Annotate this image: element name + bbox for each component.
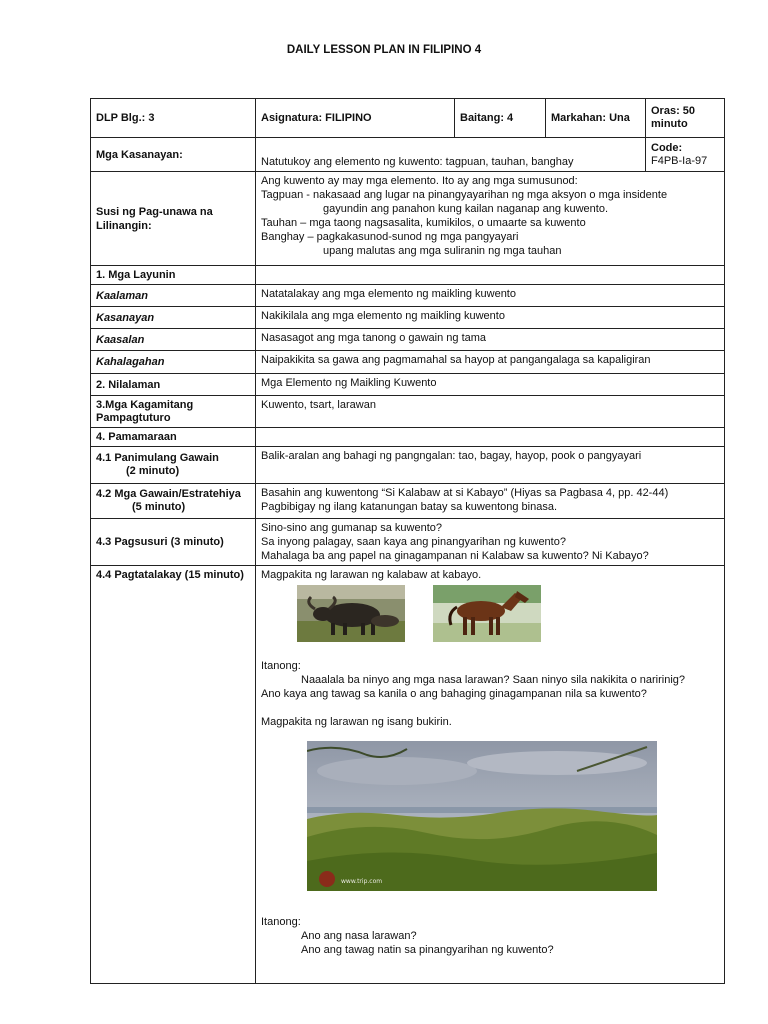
p41-value: Balik-aralan ang bahagi ng pangngalan: tao, bagay, hayop, pook o pangyayari xyxy=(256,447,725,484)
p43-line: Mahalaga ba ang papel na ginagampanan ni Kalabaw sa kuwento? Ni Kabayo? xyxy=(261,550,649,562)
susi-label: Susi ng Pag-unawa na Lilinangin: xyxy=(91,172,256,266)
asignatura: Asignatura: FILIPINO xyxy=(256,99,455,138)
nilalaman-label: 2. Nilalaman xyxy=(91,374,256,396)
p42-line: Pagbibigay ng ilang katanungan batay sa kuwentong binasa. xyxy=(261,501,558,513)
kasanayan-label: Mga Kasanayan: xyxy=(91,138,256,172)
p43-line: Sa inyong palagay, saan kaya ang pinangyarihan ng kuwento? xyxy=(261,536,566,548)
markahan: Markahan: Una xyxy=(546,99,646,138)
kagamitan-value: Kuwento, tsart, larawan xyxy=(256,396,725,428)
layunin-empty xyxy=(256,266,725,285)
question-3: Ano ang nasa larawan? xyxy=(301,930,417,942)
p43-content xyxy=(256,519,725,566)
susi-line: Banghay – pagkakasunod-sunod ng mga pangyayari xyxy=(261,231,519,243)
kagamitan-label: 3.Mga Kagamitang Pampagtuturo xyxy=(91,396,256,428)
susi-line: gayundin ang panahon kung kailan naganap ang kuwento. xyxy=(323,203,609,215)
animal-pictures xyxy=(261,585,719,645)
p42-content xyxy=(256,484,725,519)
p43-line: Sino-sino ang gumanap sa kuwento? xyxy=(261,522,443,534)
dlp-number: DLP Blg.: 3 xyxy=(91,99,256,138)
code-value: F4PB-Ia-97 xyxy=(651,154,708,167)
p44-intro: Magpakita ng larawan ng kalabaw at kabayo. xyxy=(261,569,482,581)
p44-label: 4.4 Pagtatalakay (15 minuto) xyxy=(91,566,256,984)
susi-line: Ang kuwento ay may mga elemento. Ito ay ang mga sumusunod: xyxy=(261,175,578,187)
susi-content xyxy=(256,172,725,266)
page-title: DAILY LESSON PLAN IN FILIPINO 4 xyxy=(286,44,482,56)
p41-label: 4.1 Panimulang Gawain xyxy=(96,452,219,464)
kahalagahan-value: Naipakikita sa gawa ang pagmamahal sa hayop at pangangalaga sa kapaligiran xyxy=(256,351,725,374)
pamamaraan-label: 4. Pamamaraan xyxy=(91,428,256,447)
kaalaman-value: Natatalakay ang mga elemento ng maikling kuwento xyxy=(256,285,725,307)
p41-time: (2 minuto) xyxy=(126,465,180,477)
kasanayan-obj-value: Nakikilala ang mga elemento ng maikling kuwento xyxy=(256,307,725,329)
bukirin-instruction: Magpakita ng larawan ng isang bukirin. xyxy=(261,716,452,728)
oras: Oras: 50 minuto xyxy=(646,99,725,138)
p43-label: 4.3 Pagsusuri (3 minuto) xyxy=(91,519,256,566)
question-2: Ano kaya ang tawag sa kanila o ang bahaging ginagampanan nila sa kuwento? xyxy=(261,688,647,700)
field-image xyxy=(307,741,657,891)
baitang: Baitang: 4 xyxy=(455,99,546,138)
itanong-1: Itanong: xyxy=(261,660,301,672)
p42-label-cell xyxy=(91,484,256,519)
layunin-label: 1. Mga Layunin xyxy=(91,266,256,285)
kahalagahan-label: Kahalagahan xyxy=(91,351,256,374)
p42-line: Basahin ang kuwentong “Si Kalabaw at si Kabayo” (Hiyas sa Pagbasa 4, pp. 42-44) xyxy=(261,487,669,499)
p42-label: 4.2 Mga Gawain/Estratehiya xyxy=(96,488,241,500)
code-cell xyxy=(646,138,725,172)
kasanayan-value: Natutukoy ang elemento ng kuwento: tagpuan, tauhan, banghay xyxy=(256,138,646,172)
p44-content xyxy=(256,566,725,984)
pamamaraan-empty xyxy=(256,428,725,447)
lesson-plan-table xyxy=(90,98,725,984)
horse-image xyxy=(433,585,541,642)
p42-time: (5 minuto) xyxy=(132,501,186,513)
susi-line: Tauhan – mga taong nagsasalita, kumikilos, o umaarte sa kuwento xyxy=(261,217,586,229)
p41-label-cell xyxy=(91,447,256,484)
susi-line: Tagpuan - nakasaad ang lugar na pinangyayarihan ng mga aksyon o mga insidente xyxy=(261,189,668,201)
code-label: Code: xyxy=(651,141,683,154)
question-1: Naaalala ba ninyo ang mga nasa larawan? Saan ninyo sila nakikita o naririnig? xyxy=(301,674,686,686)
question-4: Ano ang tawag natin sa pinangyarihan ng kuwento? xyxy=(301,944,554,956)
kasanayan-obj-label: Kasanayan xyxy=(91,307,256,329)
kaasalan-value: Nasasagot ang mga tanong o gawain ng tama xyxy=(256,329,725,351)
itanong-2: Itanong: xyxy=(261,916,301,928)
kaasalan-label: Kaasalan xyxy=(91,329,256,351)
kaalaman-label: Kaalaman xyxy=(91,285,256,307)
carabao-image xyxy=(297,585,405,642)
susi-line: upang malutas ang mga suliranin ng mga tauhan xyxy=(323,245,562,257)
nilalaman-value: Mga Elemento ng Maikling Kuwento xyxy=(256,374,725,396)
field-image-watermark: www.trip.com xyxy=(341,878,383,885)
